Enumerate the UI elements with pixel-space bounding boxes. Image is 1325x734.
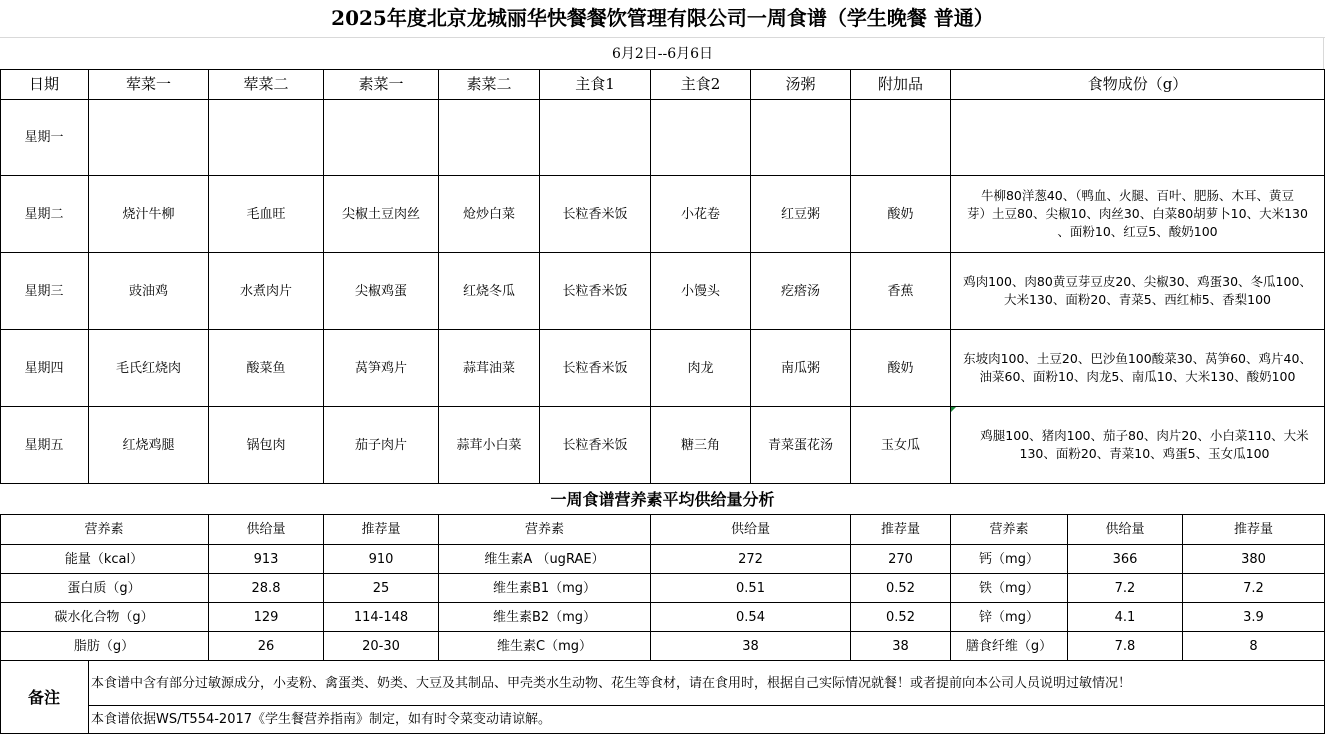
menu-cell: 酸菜鱼 bbox=[246, 360, 286, 376]
menu-cell: 酸奶 bbox=[887, 360, 914, 376]
composition-line: 芽）土豆80、尖椒10、肉丝30、白菜80胡萝卜10、大米130 bbox=[967, 206, 1308, 221]
supply-header: 供给量 bbox=[730, 522, 770, 537]
table-border bbox=[0, 99, 1325, 100]
nutrient-name: 脂肪（g） bbox=[73, 638, 135, 654]
composition-cell bbox=[951, 407, 1324, 483]
recommended-value: 8 bbox=[1249, 638, 1258, 654]
date-range: 6月2日--6月6日 bbox=[611, 45, 714, 62]
nutrient-name: 钙（mg） bbox=[979, 551, 1039, 567]
nutrient-name: 维生素C（mg） bbox=[497, 638, 592, 654]
composition-line: 油菜60、面粉10、肉龙5、南瓜10、大米130、酸奶100 bbox=[979, 369, 1296, 384]
menu-cell: 长粒香米饭 bbox=[562, 206, 628, 222]
composition-line: 牛柳80洋葱40、（鸭血、火腿、百叶、肥肠、木耳、黄豆 bbox=[980, 188, 1295, 203]
composition-cell bbox=[951, 330, 1324, 406]
day-tuesday: 星期二 bbox=[24, 206, 64, 222]
recommended-value: 380 bbox=[1241, 551, 1266, 567]
menu-cell: 南瓜粥 bbox=[780, 360, 820, 376]
supply-value: 272 bbox=[738, 551, 763, 567]
menu-cell: 红烧鸡腿 bbox=[122, 437, 175, 453]
nutrient-name: 维生素A （ugRAE） bbox=[484, 551, 605, 567]
supply-value: 28.8 bbox=[251, 580, 281, 596]
recommended-header: 推荐量 bbox=[361, 522, 401, 537]
composition-line: 鸡腿100、猪肉100、茄子80、肉片20、小白菜110、大米 bbox=[980, 428, 1309, 443]
nutrient-name: 维生素B1（mg） bbox=[492, 580, 597, 596]
supply-value: 7.8 bbox=[1114, 638, 1136, 654]
menu-cell: 糖三角 bbox=[680, 437, 720, 453]
recommended-value: 3.9 bbox=[1243, 609, 1264, 625]
menu-cell: 尖椒土豆肉丝 bbox=[341, 206, 420, 222]
menu-cell: 青菜蛋花汤 bbox=[767, 437, 833, 453]
nutrient-name: 碳水化合物（g） bbox=[54, 609, 154, 625]
recommended-value: 38 bbox=[892, 638, 909, 654]
menu-cell: 莴笋鸡片 bbox=[354, 360, 407, 376]
menu-cell: 酸奶 bbox=[887, 206, 914, 222]
supply-value: 913 bbox=[253, 551, 279, 567]
supply-value: 38 bbox=[742, 638, 759, 654]
supply-header: 供给量 bbox=[1105, 522, 1145, 537]
menu-cell: 烧汁牛柳 bbox=[122, 206, 175, 222]
header-veg-2: 素菜二 bbox=[466, 75, 512, 93]
notes-label: 备注 bbox=[27, 687, 60, 707]
menu-cell: 炝炒白菜 bbox=[462, 206, 515, 222]
nutrient-header: 营养素 bbox=[84, 522, 124, 537]
composition-line: 鸡肉100、肉80黄豆芽豆皮20、尖椒30、鸡蛋30、冬瓜100、 bbox=[963, 274, 1312, 289]
menu-cell: 茄子肉片 bbox=[354, 437, 407, 453]
page-title: 2025年度北京龙城丽华快餐餐饮管理有限公司一周食谱（学生晚餐 普通） bbox=[331, 6, 994, 30]
comment-marker bbox=[951, 407, 956, 412]
nutrient-name: 蛋白质（g） bbox=[67, 580, 141, 596]
nutrient-name: 铁（mg） bbox=[979, 580, 1039, 596]
composition-cell bbox=[951, 176, 1324, 252]
nutrition-section-title: 一周食谱营养素平均供给量分析 bbox=[550, 489, 775, 509]
menu-cell: 长粒香米饭 bbox=[562, 283, 628, 299]
composition-line: 130、面粉20、青菜10、鸡蛋5、玉女瓜100 bbox=[1019, 446, 1270, 461]
day-monday: 星期一 bbox=[24, 130, 64, 145]
nutrient-header: 营养素 bbox=[989, 522, 1029, 537]
allergy-note: 本食谱中含有部分过敏源成分，小麦粉、禽蛋类、奶类、大豆及其制品、甲壳类水生动物、花生等食材，请在食用时，根据自己实际情况就餐！或者提前向本公司人员说明过敏情况！ bbox=[91, 675, 1132, 691]
supply-value: 4.1 bbox=[1114, 609, 1136, 625]
header-staple-2: 主食2 bbox=[680, 75, 721, 93]
menu-cell: 红烧冬瓜 bbox=[462, 283, 515, 299]
supply-value: 7.2 bbox=[1114, 580, 1136, 596]
composition-cell bbox=[951, 253, 1324, 329]
header-composition: 食物成份（g） bbox=[1087, 75, 1188, 93]
header-date: 日期 bbox=[28, 75, 59, 93]
menu-cell: 毛氏红烧肉 bbox=[115, 360, 181, 376]
menu-cell: 玉女瓜 bbox=[880, 437, 920, 453]
recommended-value: 910 bbox=[368, 551, 394, 567]
header-meat-1: 荤菜一 bbox=[125, 75, 171, 93]
menu-cell: 肉龙 bbox=[687, 360, 714, 376]
menu-cell: 水煮肉片 bbox=[239, 283, 292, 299]
menu-cell: 毛血旺 bbox=[246, 206, 286, 222]
supply-value: 0.51 bbox=[736, 580, 765, 596]
guideline-note: 本食谱依据WS/T554-2017《学生餐营养指南》制定，如有时令菜变动请谅解。 bbox=[91, 712, 552, 727]
day-friday: 星期五 bbox=[24, 437, 64, 453]
composition-line: 大米130、面粉20、青菜5、西红柿5、香梨100 bbox=[1003, 292, 1272, 307]
menu-cell: 蒜茸油菜 bbox=[462, 360, 515, 376]
nutrient-header: 营养素 bbox=[524, 522, 564, 537]
gridline bbox=[0, 37, 1325, 38]
header-meat-2: 荤菜二 bbox=[243, 75, 289, 93]
nutrient-name: 膳食纤维（g） bbox=[965, 638, 1053, 654]
supply-value: 129 bbox=[253, 609, 279, 625]
menu-cell: 红豆粥 bbox=[780, 206, 820, 222]
supply-value: 0.54 bbox=[736, 609, 765, 625]
day-wednesday: 星期三 bbox=[24, 283, 64, 299]
menu-cell: 小馒头 bbox=[680, 283, 720, 299]
menu-cell: 疙瘩汤 bbox=[780, 283, 820, 299]
supply-value: 26 bbox=[257, 638, 275, 654]
supply-header: 供给量 bbox=[246, 522, 286, 537]
day-thursday: 星期四 bbox=[24, 360, 64, 376]
header-veg-1: 素菜一 bbox=[358, 75, 404, 93]
menu-cell: 小花卷 bbox=[680, 206, 720, 222]
nutrient-name: 能量（kcal） bbox=[64, 551, 144, 567]
recommended-value: 7.2 bbox=[1243, 580, 1264, 596]
composition-line: 、面粉10、红豆5、酸奶100 bbox=[1057, 224, 1218, 239]
menu-cell: 豉油鸡 bbox=[128, 283, 168, 299]
recommended-value: 25 bbox=[372, 580, 390, 596]
menu-cell: 锅包肉 bbox=[246, 437, 286, 453]
menu-cell: 尖椒鸡蛋 bbox=[354, 283, 407, 299]
nutrient-name: 锌（mg） bbox=[979, 609, 1039, 625]
recommended-value: 0.52 bbox=[886, 609, 915, 625]
supply-value: 366 bbox=[1112, 551, 1138, 567]
menu-cell: 香蕉 bbox=[887, 283, 914, 299]
nutrient-name: 维生素B2（mg） bbox=[492, 609, 597, 625]
recommended-value: 270 bbox=[888, 551, 913, 567]
recommended-value: 0.52 bbox=[886, 580, 915, 596]
recommended-value: 114-148 bbox=[353, 609, 409, 625]
recommended-value: 20-30 bbox=[362, 638, 400, 654]
menu-cell: 长粒香米饭 bbox=[562, 437, 628, 453]
recommended-header: 推荐量 bbox=[880, 522, 920, 537]
composition-line: 东坡肉100、土豆20、巴沙鱼100酸菜30、莴笋60、鸡片40、 bbox=[963, 351, 1312, 366]
header-extra: 附加品 bbox=[877, 75, 923, 93]
header-soup: 汤粥 bbox=[785, 75, 816, 93]
menu-cell: 蒜茸小白菜 bbox=[456, 437, 522, 453]
recommended-header: 推荐量 bbox=[1233, 522, 1273, 537]
header-staple-1: 主食1 bbox=[575, 75, 615, 93]
menu-cell: 长粒香米饭 bbox=[562, 360, 628, 376]
